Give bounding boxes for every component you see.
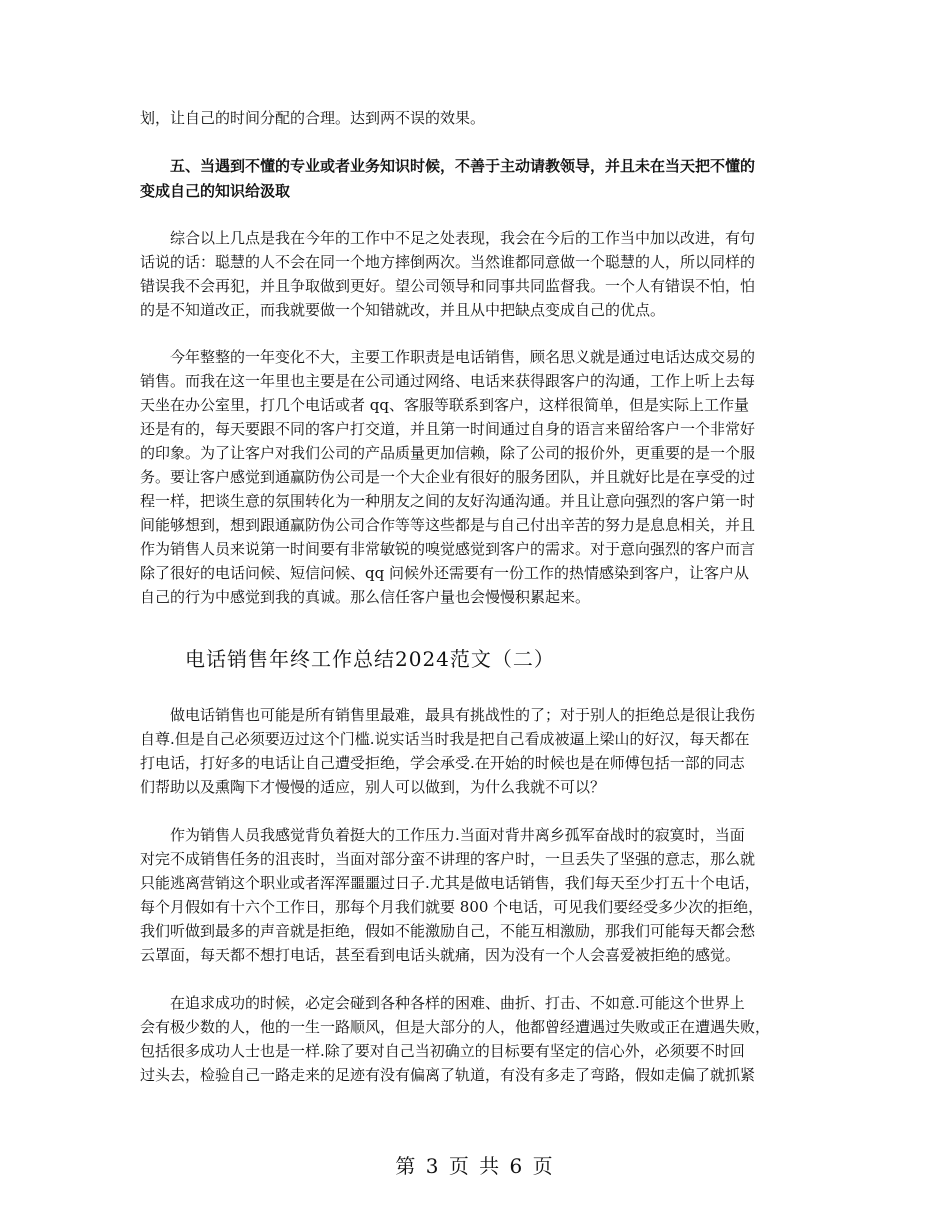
text-line: 的印象。为了让客户对我们公司的产品质量更加信赖，除了公司的报价外，更重要的是一个服 [140,444,756,462]
section-heading-line: 五、当遇到不懂的专业或者业务知识时候，不善于主动请教领导，并且未在当天把不懂的 [140,157,756,175]
text-line: 自己的行为中感觉到我的真诚。那么信任客户量也会慢慢积累起来。 [140,588,591,606]
text-line: 打电话，打好多的电话让自己遭受拒绝，学会承受.在开始的时候也是在师傅包括一部的同志 [140,754,745,772]
text-line: 会有极少数的人，他的一生一路顺风，但是大部分的人，他都曾经遭遇过失败或正在遭遇失败， [140,1018,771,1036]
text-line: 们帮助以及熏陶下才慢慢的适应，别人可以做到，为什么我就不可以？ [140,778,606,796]
text-line: 作为销售人员我感觉背负着挺大的工作压力.当面对背井离乡孤军奋战时的寂寞时，当面 [140,826,745,844]
text-line: 包括很多成功人士也是一样.除了要对自己当初确立的目标要有坚定的信心外，必须要不时回 [140,1042,745,1060]
text-line: 我们听做到最多的声音就是拒绝，假如不能激励自己，不能互相激励，那我们可能每天都会愁 [140,922,756,940]
text-line: 天坐在办公室里，打几个电话或者 qq、客服等联系到客户，这样很简单，但是实际上工作量 [140,396,749,414]
text-line: 每个月假如有十六个工作日，那每个月我们就要 800 个电话，可见我们要经受多少次的拒绝， [140,898,764,916]
text-line: 对完不成销售任务的沮丧时，当面对部分蛮不讲理的客户时，一旦丢失了坚强的意志，那么就 [140,850,756,868]
section-title: 电话销售年终工作总结2024范文（二） [185,647,555,671]
text-line: 自尊.但是自己必须要迈过这个门槛.说实话当时我是把自己看成被逼上梁山的好汉，每天都在 [140,730,750,748]
text-line: 做电话销售也可能是所有销售里最难，最具有挑战性的了；对于别人的拒绝总是很让我伤 [140,706,756,724]
text-line: 过头去，检验自己一路走来的足迹有没有偏离了轨道，有没有多走了弯路，假如走偏了就抓紧 [140,1066,756,1084]
text-line: 还是有的，每天要跟不同的客户打交道，并且第一时间通过自身的语言来留给客户一个非常好 [140,420,756,438]
text-line: 划，让自己的时间分配的合理。达到两不误的效果。 [140,109,486,127]
page-number-footer: 第 3 页 共 6 页 [395,1154,555,1178]
text-line: 只能逃离营销这个职业或者浑浑噩噩过日子.尤其是做电话销售，我们每天至少打五十个电话， [140,874,760,892]
text-line: 云罩面，每天都不想打电话，甚至看到电话头就痛，因为没有一个人会喜爱被拒绝的感觉。 [140,946,741,964]
section-heading-line: 变成自己的知识给汲取 [140,182,291,200]
text-line: 除了很好的电话问候、短信问候、qq 问候外还需要有一份工作的热情感染到客户，让客户从 [140,564,749,582]
text-line: 销售。而我在这一年里也主要是在公司通过网络、电话来获得跟客户的沟通，工作上听上去每 [140,372,756,390]
text-line: 错误我不会再犯，并且争取做到更好。望公司领导和同事共同监督我。一个人有错误不怕，怕 [140,277,756,295]
text-line: 间能够想到，想到跟通赢防伪公司合作等等这些都是与自己付出辛苦的努力是息息相关，并且 [140,516,756,534]
text-line: 话说的话：聪慧的人不会在同一个地方摔倒两次。当然谁都同意做一个聪慧的人，所以同样的 [140,253,756,271]
text-line: 的是不知道改正，而我就要做一个知错就改，并且从中把缺点变成自己的优点。 [140,301,666,319]
text-line: 在追求成功的时候，必定会碰到各种各样的困难、曲折、打击、不如意.可能这个世界上 [140,994,745,1012]
text-line: 务。要让客户感觉到通赢防伪公司是一个大企业有很好的服务团队，并且就好比是在享受的过 [140,468,756,486]
text-line: 综合以上几点是我在今年的工作中不足之处表现，我会在今后的工作当中加以改进，有句 [140,229,756,247]
text-line: 今年整整的一年变化不大，主要工作职责是电话销售，顾名思义就是通过电话达成交易的 [140,348,756,366]
text-line: 程一样，把谈生意的氛围转化为一种朋友之间的友好沟通沟通。并且让意向强烈的客户第一时 [140,492,756,510]
text-line: 作为销售人员来说第一时间要有非常敏锐的嗅觉感觉到客户的需求。对于意向强烈的客户而言 [140,540,756,558]
